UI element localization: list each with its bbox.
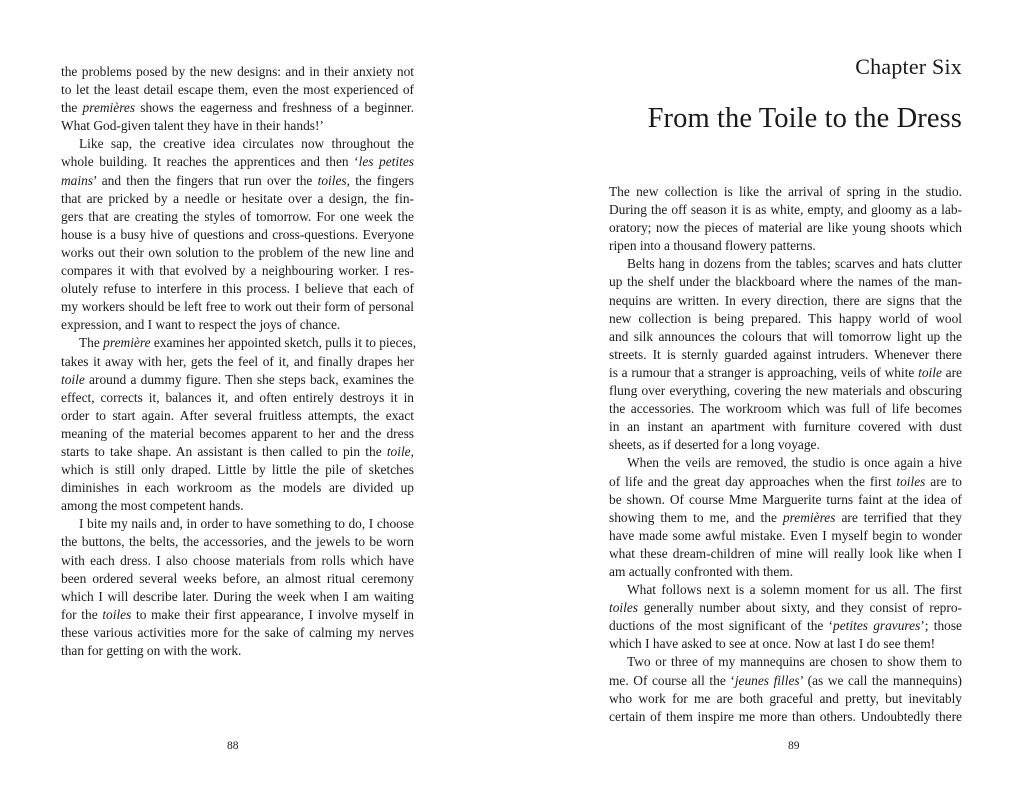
text-line: sheets, as if deserted for a long voyage. — [609, 437, 820, 453]
text-line: and silk announces the colours that will tomorrow light up the — [609, 328, 962, 344]
text-line: ductions of the most significant of the ‘petites gravures’; those — [609, 618, 962, 634]
text-line: than for getting on with the work. — [61, 643, 242, 658]
text-line: nequins are written. In every direction, there are signs that the — [609, 292, 962, 308]
text-line: streets. It is sternly guarded against intruders. Whenever there — [609, 346, 962, 362]
italic-term: petites gravures — [833, 618, 921, 634]
right-page — [512, 0, 1024, 796]
text-line: Like sap, the creative idea circulates now throughout the — [79, 136, 414, 152]
text-line: compares it with that evolved by a neighbouring worker. I res- — [61, 263, 414, 279]
text-line: During the off season it is as white, empty, and gloomy as a lab- — [609, 202, 962, 218]
right-body-text — [609, 183, 962, 726]
text-line: olutely refuse to interfere in this process. I believe that each of — [61, 281, 414, 297]
text-line: is a rumour that a stranger is approaching, veils of white toile are — [609, 364, 962, 380]
text-line: What God-given talent they have in their hands!’ — [61, 118, 324, 134]
text-line: these various activities more for the sake of calming my nerves — [61, 624, 414, 640]
text-line: toile around a dummy figure. Then she steps back, examines the — [61, 371, 414, 387]
text-line: the accessories. The workroom which was full of life becomes — [609, 401, 962, 417]
text-line: that are pricked by a needle or hesitate over a design, the fin- — [61, 190, 414, 206]
text-line: be shown. Of course Mme Marguerite turns faint at the idea of — [609, 491, 962, 507]
italic-term: jeunes filles — [734, 672, 800, 688]
text-line: whole building. It reaches the apprentices and then ‘les petites — [61, 154, 414, 170]
text-line: of life and the great day approaches when the first toiles are to — [609, 473, 962, 489]
italic-term: les petites — [358, 154, 414, 170]
text-line: have made some awful mistake. Even I myself begin to wonder — [609, 527, 962, 543]
text-line: which is still only draped. Little by little the pile of sketches — [61, 462, 414, 478]
text-line: takes it away with her, gets the feel of it, and finally drapes her — [61, 353, 414, 369]
text-line: my workers should be left free to work out their form of personal — [61, 299, 414, 315]
text-line: meaning of the material becomes apparent to her and the dress — [61, 425, 414, 441]
italic-term: toile — [61, 371, 85, 387]
text-line: gers that are creating the styles of tomorrow. For one week the — [61, 208, 414, 224]
text-line: showing them to me, and the premières are terrified that they — [609, 509, 962, 525]
text-line: the premières shows the eagerness and freshness of a beginner. — [61, 100, 414, 116]
text-line: ripen into a thousand flowery patterns. — [609, 238, 816, 254]
text-line: mains’ and then the fingers that run over the toiles, the fingers — [61, 172, 414, 188]
text-line: among the most competent hands. — [61, 498, 244, 514]
text-line: toiles generally number about sixty, and they consist of repro- — [609, 600, 962, 616]
text-line: certain of them inspire me more than others. Undoubtedly there — [609, 708, 962, 724]
page-number-right: 89 — [788, 740, 800, 752]
text-line: am actually confronted with them. — [609, 563, 794, 579]
chapter-label: Chapter Six — [855, 54, 962, 79]
text-line: with each dress. I also choose materials from rolls which have — [61, 552, 414, 568]
text-line: diminishes in each workroom as the models are divided up — [61, 480, 414, 496]
chapter-title: From the Toile to the Dress — [647, 103, 962, 134]
italic-term: toile — [918, 364, 942, 380]
text-line: When the veils are removed, the studio is once again a hive — [627, 455, 962, 471]
page-number-left: 88 — [227, 740, 239, 752]
text-line: The new collection is like the arrival of spring in the studio. — [609, 184, 962, 199]
text-line: who work for me are both graceful and pretty, but inevitably — [609, 690, 962, 706]
italic-term: toiles — [609, 600, 639, 616]
text-line: order to start again. After several fruitless attempts, the exact — [61, 407, 414, 423]
text-line: been ordered several weeks before, an almost ritual ceremony — [61, 570, 414, 586]
text-line: Two or three of my mannequins are chosen to show them to — [627, 654, 962, 670]
italic-term: toile — [386, 443, 411, 459]
text-line: the buttons, the belts, the accessories, and the jewels to be worn — [61, 534, 414, 550]
text-line: expression, and I want to respect the joys of chance. — [61, 317, 341, 333]
text-line: what these dream-children of mine will really look like when I — [609, 545, 962, 561]
text-line: up the shelf under the blackboard where the names of the man- — [609, 274, 962, 290]
text-line: to let the least detail escape them, even the most experienced of — [61, 82, 414, 98]
italic-term: toiles — [317, 172, 347, 188]
text-line: The première examines her appointed sketch, pulls it to pieces, — [79, 335, 417, 351]
text-line: in an instant an apartment with furniture covered with dust — [609, 419, 962, 435]
text-line: the problems posed by the new designs: and in their anxiety not — [61, 64, 414, 79]
text-line: me. Of course all the ‘jeunes filles’ (as we call the mannequins) — [609, 672, 962, 688]
text-line: oratory; now the pieces of material are like young shoots which — [609, 220, 962, 236]
italic-term: mains — [61, 172, 93, 188]
text-line: house is a busy hive of questions and cross-questions. Everyone — [61, 226, 414, 242]
italic-term: toiles — [896, 473, 926, 489]
italic-term: toiles — [102, 606, 132, 622]
text-line: effect, corrects it, balances it, and often entirely destroys it in — [61, 389, 414, 405]
italic-term: première — [103, 335, 151, 351]
text-line: which I will describe later. During the week when I am waiting — [61, 588, 414, 604]
text-line: flung over everything, covering the new materials and obscuring — [609, 383, 962, 399]
text-line: starts to take shape. An assistant is then called to pin the toile, — [61, 443, 414, 459]
italic-term: premières — [782, 509, 836, 525]
text-line: new collection is being prepared. This happy world of wool — [609, 310, 962, 326]
text-line: What follows next is a solemn moment for us all. The first — [627, 582, 962, 598]
text-line: which I have asked to see at once. Now at last I do see them! — [609, 636, 936, 652]
left-body-text — [61, 63, 417, 660]
text-line: Belts hang in dozens from the tables; scarves and hats clutter — [627, 256, 962, 272]
text-line: for the toiles to make their first appearance, I involve myself in — [61, 606, 414, 622]
italic-term: premières — [82, 100, 136, 116]
text-line: I bite my nails and, in order to have something to do, I choose — [79, 516, 414, 532]
text-line: works out their own solution to the problem of the new line and — [61, 244, 414, 260]
